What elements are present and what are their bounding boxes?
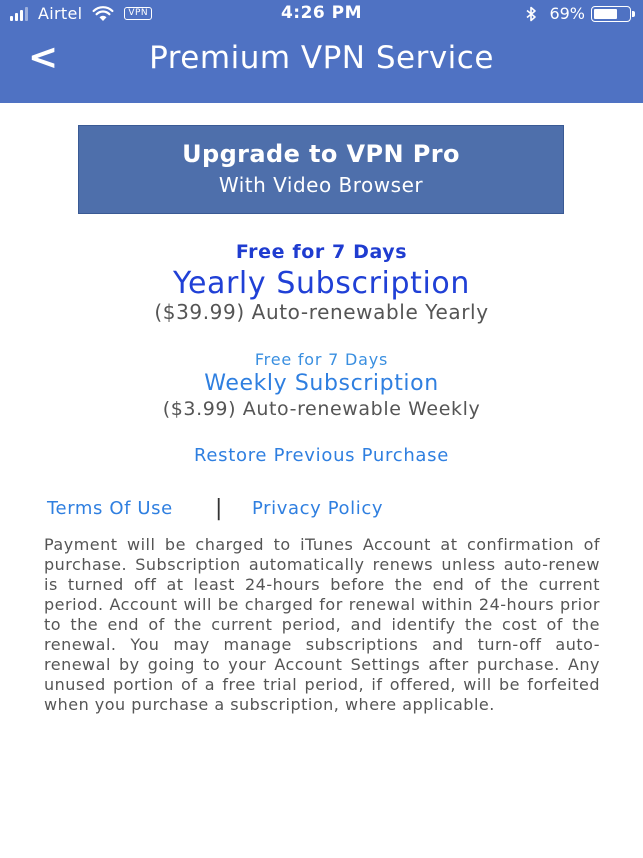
battery-tip — [632, 11, 635, 17]
link-separator: | — [215, 496, 223, 521]
battery-fill — [594, 9, 617, 19]
battery-percent: 69% — [549, 4, 585, 23]
weekly-subscription-button[interactable]: Weekly Subscription — [204, 371, 439, 396]
weekly-trial-label: Free for 7 Days — [254, 350, 389, 369]
subscription-disclaimer: Payment will be charged to iTunes Account at confirmation of purchase. Subscription automatically renews unless auto-renew is turned off at least 24-hours before the end of the current period. Account will be charged for renewal within 24-hours prior to the end of the current period, and identify the cost of the renewal. You may manage subscriptions and turn-off auto-renewal by going to your Account Settings after purchase. Any unused portion of a free trial period, if offered, will be forfeited when you purchase a subscription, where applicable. — [44, 535, 600, 714]
status-bar — [0, 0, 643, 28]
privacy-policy-link[interactable]: Privacy Policy — [252, 498, 384, 519]
status-right — [525, 4, 631, 23]
upgrade-pro-button[interactable] — [78, 125, 564, 214]
upgrade-subtitle: With Video Browser — [218, 173, 424, 197]
restore-purchase-link[interactable]: Restore Previous Purchase — [193, 445, 450, 466]
carrier-name: Airtel — [38, 4, 83, 23]
weekly-price: ($3.99) Auto-renewable Weekly — [162, 398, 481, 420]
upgrade-title: Upgrade to VPN Pro — [182, 140, 460, 168]
bluetooth-icon — [525, 6, 537, 22]
legal-links — [47, 496, 607, 524]
back-button[interactable]: < — [28, 37, 59, 78]
yearly-trial-label: Free for 7 Days — [235, 241, 408, 263]
yearly-price: ($39.99) Auto-renewable Yearly — [154, 300, 489, 324]
app-header — [0, 0, 643, 103]
battery-icon — [591, 6, 631, 22]
vpn-badge: VPN — [124, 7, 152, 20]
yearly-subscription-button[interactable]: Yearly Subscription — [173, 266, 470, 301]
status-time: 4:26 PM — [280, 3, 363, 23]
terms-of-use-link[interactable]: Terms Of Use — [47, 498, 173, 519]
page-title: Premium VPN Service — [149, 40, 494, 76]
